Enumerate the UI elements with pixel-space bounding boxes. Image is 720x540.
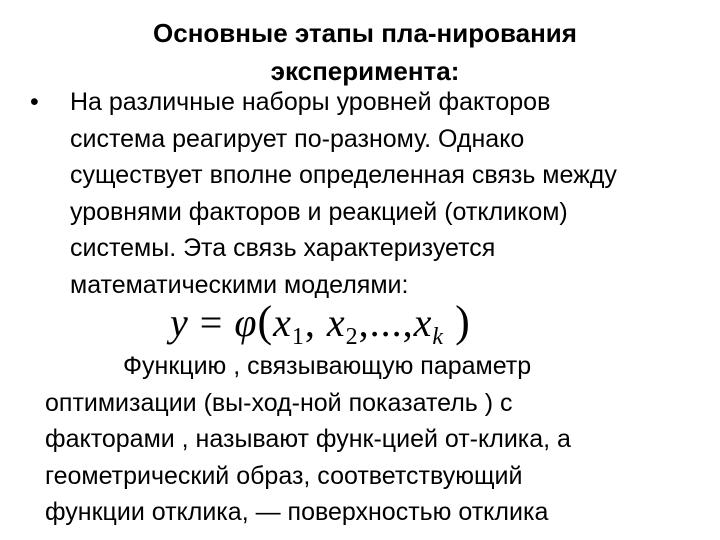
bullet-line: математическими моделями: — [70, 270, 409, 299]
paragraph-line: геометрический образ, соответствующий — [45, 461, 523, 490]
formula-sub-k: k — [432, 324, 445, 350]
slide-title — [120, 14, 610, 90]
formula-phi: φ — [234, 300, 258, 345]
bullet-line: На различные наборы уровней факторов — [70, 88, 551, 116]
bullet-line: существует вполне определенная связь между — [70, 161, 617, 190]
formula-ellipsis: ,..., — [358, 300, 414, 345]
formula-comma: , — [304, 300, 316, 345]
definition-paragraph — [45, 348, 705, 531]
bullet-text — [70, 84, 710, 304]
formula-open-paren: ( — [257, 297, 274, 346]
bullet-line: системы. Эта связь характеризуется — [70, 234, 496, 263]
paragraph-line: факторами , называют функ-цией от-клика, а — [45, 425, 571, 453]
formula-xk: x — [413, 300, 433, 345]
title-line-1: Основные этапы пла-нирования — [153, 18, 577, 48]
formula-x1: x — [273, 300, 292, 345]
formula-sub-1: 1 — [291, 324, 305, 350]
formula-equals: = — [199, 300, 224, 345]
title-line-2: эксперимента: — [270, 56, 460, 86]
formula-close-paren: ) — [455, 297, 471, 346]
formula-sub-2: 2 — [345, 324, 359, 350]
paragraph-line: оптимизации (вы-ход-ной показатель ) с — [45, 388, 513, 417]
bullet-marker: • — [30, 88, 39, 116]
formula-x2: x — [326, 300, 346, 345]
bullet-line: система реагирует по-разному. Однако — [70, 124, 525, 153]
paragraph-line: Функцию , связывающую параметр — [123, 352, 532, 380]
paragraph-line: функции отклика, — поверхностью отклика — [45, 498, 549, 526]
formula-lhs: y — [170, 300, 189, 345]
bullet-line: уровнями факторов и реакцией (откликом) — [70, 197, 568, 226]
